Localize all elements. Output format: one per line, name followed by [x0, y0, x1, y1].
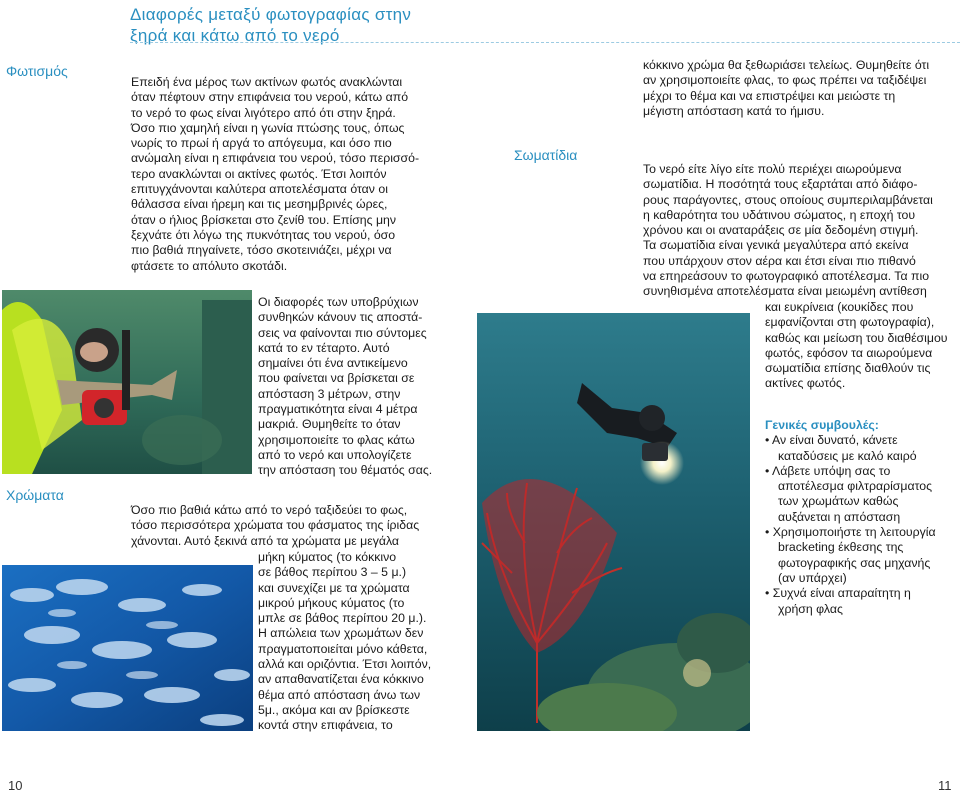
text-line: και ευκρίνεια (κουκίδες που	[765, 300, 914, 314]
text-line: φτάσετε το απόλυτο σκοτάδι.	[131, 258, 288, 273]
text-line: νωρίς το πρωί ή αργά το απόγευμα, και όσο πιο	[131, 136, 392, 151]
text-line: συνηθισμένα αποτελέσματα είναι μειωμένη αντίθεση	[643, 284, 927, 299]
text-line: αλλά και οριζόντια. Έτσι λοιπόν,	[258, 657, 432, 672]
text-line: σωματίδια επίσης διαθλούν τις	[765, 361, 931, 376]
text-line: όταν ο ήλιος βρίσκεται στο ζενίθ του. Επίσης μην	[131, 212, 397, 227]
text-line: Όσο πιο βαθιά κάτω από το νερό ταξιδεύει το φως,	[131, 503, 408, 517]
text-line: αν απαθανατίζεται ένα κόκκινο	[258, 672, 424, 687]
diver-with-fish-photo	[2, 290, 252, 474]
text-line: ξεχνάτε ότι λόγω της πυκνότητας του νερού, όσο	[131, 227, 396, 242]
tip-line: Συχνά είναι απαραίτητη η	[772, 586, 911, 601]
text-line: και συνεχίζει με τα χρώματα	[258, 580, 410, 595]
text-line: θάλασσα είναι ήρεμη και τις μεσημβρινές ώρες,	[131, 197, 388, 212]
text-line: Το νερό είτε λίγο είτε πολύ περιέχει αιωρούμενα	[643, 162, 902, 176]
bullet-icon: •	[765, 433, 773, 448]
section-label-lighting: Φωτισμός	[6, 63, 68, 79]
text-line: η καθαρότητα του υδάτινου σώματος, η εποχή του	[643, 207, 916, 222]
text-line: κατά το εν τέταρτο. Αυτό	[258, 340, 390, 355]
particles-continuation	[765, 300, 948, 392]
fish-school-photo	[2, 565, 253, 731]
tip-line: bracketing έκθεσης της	[778, 540, 904, 555]
tip-line: χρήση φλας	[778, 601, 843, 616]
text-line: 5μ., ακόμα και αν βρίσκεστε	[258, 702, 410, 717]
section-label-particles: Σωματίδια	[514, 147, 578, 163]
text-line: Όσο πιο χαμηλή είναι η γωνία πτώσης τους, όπως	[131, 120, 405, 135]
text-line: τόσο περισσότερα χρώματα του φάσματος της ίριδας	[131, 518, 420, 533]
text-line: πραγματοποιείται μόνο κάθετα,	[258, 641, 428, 656]
colors-intro-paragraph	[131, 503, 419, 549]
page-title-line-2: ξηρά και κάτω από το νερό	[130, 26, 340, 45]
text-line: Επειδή ένα μέρος των ακτίνων φωτός ανακλώνται	[131, 75, 403, 89]
colors-continuation	[258, 550, 431, 734]
text-line: το νερό το φως είναι λιγότερο από ότι στην ξηρά.	[131, 105, 396, 120]
text-line: Οι διαφορές των υποβρύχιων	[258, 295, 419, 309]
text-line: που φαίνεται να βρίσκεται σε	[258, 371, 415, 386]
coral-diver-photo	[477, 313, 750, 731]
particles-paragraph	[643, 162, 933, 300]
colors-conclusion-paragraph	[643, 58, 929, 119]
text-line: κόκκινο χρώμα θα ξεθωριάσει τελείως. Θυμηθείτε ότι	[643, 58, 930, 72]
text-line: πραγματικότητα είναι 4 μέτρα	[258, 402, 418, 417]
text-line: μικρού μήκους κύματος (το	[258, 595, 405, 610]
text-line: καθώς και μείωση του διαθέσιμου	[765, 330, 948, 345]
tip-line: καταδύσεις με καλό καιρό	[778, 448, 917, 463]
text-line: θέμα από απόσταση άνω των	[258, 687, 421, 702]
diver-caption	[258, 295, 432, 479]
text-line: όταν πέφτουν στην επιφάνεια του νερού, κάτω από	[131, 90, 409, 105]
tip-item	[765, 433, 936, 464]
text-line: πιο βαθιά πηγαίνετε, τόσο σκοτεινιάζει, μέχρι να	[131, 243, 392, 258]
tip-line: αυξάνεται η απόσταση	[778, 509, 901, 524]
tip-item	[765, 586, 936, 617]
text-line: σε βάθος περίπου 3 – 5 μ.)	[258, 565, 407, 580]
text-line: εμφανίζονται στη φωτογραφία),	[765, 315, 935, 330]
tip-line: Χρησιμοποιήστε τη λειτουργία	[772, 525, 936, 540]
tip-line: φωτογραφικής σας μηχανής	[778, 555, 931, 570]
text-line: σεις να φαίνονται πιο σύντομες	[258, 325, 427, 340]
text-line: την απόσταση του θέματός σας.	[258, 463, 433, 478]
lighting-paragraph	[131, 75, 419, 274]
section-label-colors: Χρώματα	[6, 487, 64, 503]
text-line: Τα σωματίδια είναι γενικά μεγαλύτερα από εκείνα	[643, 238, 909, 253]
tip-line: των χρωμάτων καθώς	[778, 494, 899, 509]
tip-line: αποτέλεσμα φιλτραρίσματος	[778, 479, 933, 494]
text-line: κοντά στην επιφάνεια, το	[258, 718, 393, 733]
text-line: ακτίνες φωτός.	[765, 376, 846, 391]
text-line: απόσταση 3 μέτρων, στην	[258, 386, 401, 401]
text-line: χρόνου και οι αναταράξεις σε μία δεδομένη στιγμή.	[643, 223, 919, 238]
text-line: μακριά. Θυμηθείτε το όταν	[258, 417, 401, 432]
text-line: να επηρεάσουν το φωτογραφικό αποτέλεσμα. Τα πιο	[643, 269, 930, 284]
text-line: αν χρησιμοποιείτε φλας, το φως πρέπει να ταξιδέψει	[643, 73, 927, 88]
text-line: μήκη κύματος (το κόκκινο	[258, 550, 397, 564]
text-line: μέγιστη απόσταση κατά το ήμισυ.	[643, 103, 825, 118]
tip-line: Λάβετε υπόψη σας το	[772, 463, 891, 478]
tip-item	[765, 464, 936, 525]
text-line: χρησιμοποιείτε το φλας κάτω	[258, 432, 415, 447]
text-line: σημαίνει ότι ένα αντικείμενο	[258, 356, 408, 371]
text-line: χάνονται. Αυτό ξεκινά από τα χρώματα με μεγάλα	[131, 533, 400, 548]
text-line: επιτυγχάνονται καλύτερα αποτελέσματα όταν οι	[131, 182, 388, 197]
bullet-icon: •	[765, 586, 773, 601]
tips-heading: Γενικές συμβουλές:	[765, 418, 879, 432]
page-number-left: 10	[8, 778, 23, 793]
page-title	[130, 4, 411, 46]
text-line: που υπάρχουν στον αέρα και έτσι είναι πιο πιθανό	[643, 253, 916, 268]
text-line: ανώμαλη είναι η επιφάνεια του νερού, τόσο περισσό-	[131, 151, 420, 166]
bullet-icon: •	[765, 463, 773, 478]
text-line: σωματίδια. Η ποσότητά τους εξαρτάται από διάφο-	[643, 177, 918, 192]
tip-line: Αν είναι δυνατό, κάνετε	[772, 433, 898, 448]
text-line: φωτός, εφόσον τα αιωρούμενα	[765, 345, 933, 360]
general-tips	[765, 418, 936, 617]
text-line: τερο ανακλώνται οι ακτίνες φωτός. Έτσι λοιπόν	[131, 166, 387, 181]
text-line: ρους παράγοντες, στους οποίους συμπεριλαμβάνεται	[643, 192, 933, 207]
page-number-right: 11	[938, 778, 952, 793]
text-line: Η απώλεια των χρωμάτων δεν	[258, 626, 424, 641]
bullet-icon: •	[765, 525, 773, 540]
page-title-line-1: Διαφορές μεταξύ φωτογραφίας στην	[130, 5, 412, 24]
tip-item	[765, 525, 936, 586]
text-line: μπλε σε βάθος περίπου 20 μ.).	[258, 611, 427, 626]
text-line: συνθηκών κάνουν τις αποστά-	[258, 310, 423, 325]
title-divider	[130, 42, 960, 43]
text-line: μέχρι το θέμα και να επιστρέψει και μειώστε τη	[643, 88, 896, 103]
text-line: από το νερό και υπολογίζετε	[258, 447, 412, 462]
tip-line: (αν υπάρχει)	[778, 570, 847, 585]
